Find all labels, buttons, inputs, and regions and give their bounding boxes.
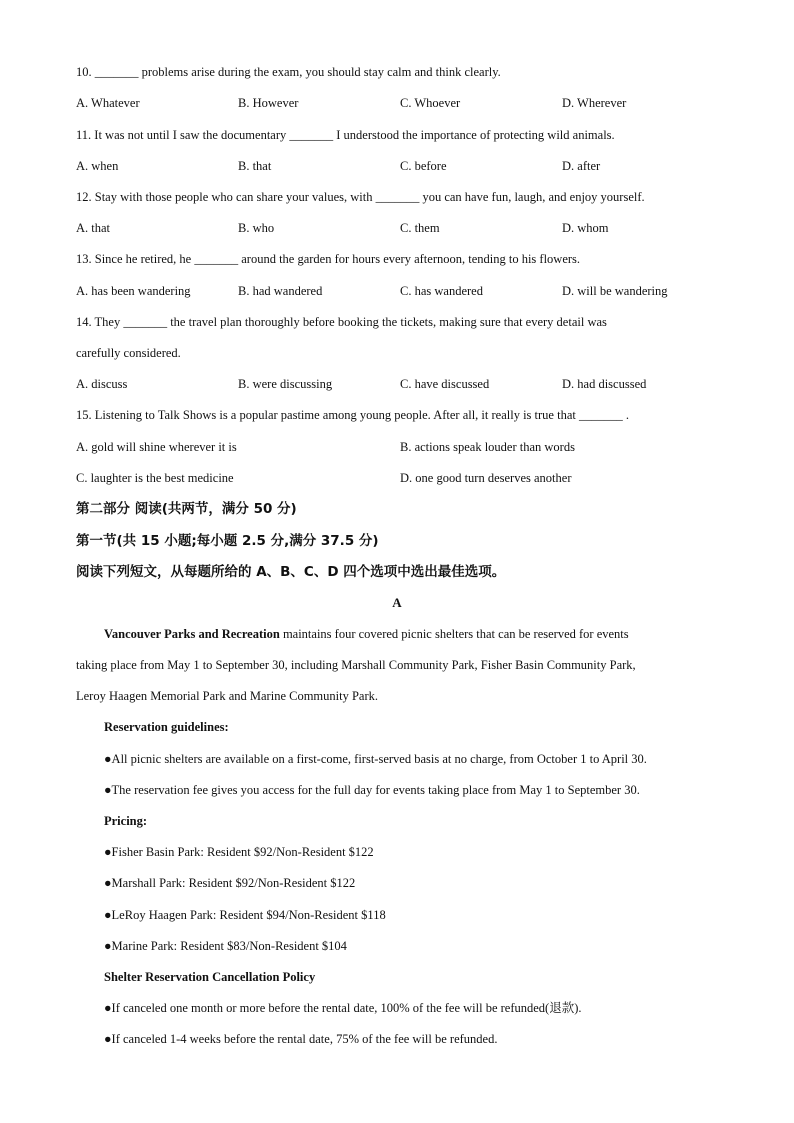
option-b: B. actions speak louder than words (400, 440, 575, 454)
pricing-item: ●Marine Park: Resident $83/Non-Resident $104 (104, 939, 347, 953)
pricing-item: ●LeRoy Haagen Park: Resident $94/Non-Resident $118 (104, 908, 386, 922)
reading-instruction: 阅读下列短文，从每题所给的 A、B、C、D 四个选项中选出最佳选项。 (76, 564, 506, 580)
option-a: A. discuss (76, 377, 128, 391)
intro-text: maintains four covered picnic shelters that can be reserved for events (279, 627, 629, 641)
option-d: D. will be wandering (562, 284, 668, 298)
option-c: C. Whoever (400, 96, 461, 110)
question-10-options (76, 95, 736, 111)
pricing-item: ●Marshall Park: Resident $92/Non-Resident $122 (104, 876, 356, 890)
guideline-item: ●All picnic shelters are available on a first-come, first-served basis at no charge, from October 1 to April 30. (104, 752, 647, 766)
question-13-stem: 13. Since he retired, he _______ around the garden for hours every afternoon, tending to his flowers. (76, 252, 581, 266)
part-title: 第二部分 阅读(共两节，满分 50 分) (76, 501, 297, 517)
option-b: B. were discussing (238, 377, 333, 391)
option-c: C. before (400, 159, 447, 173)
question-11-stem: 11. It was not until I saw the documentary _______ I understood the importance of protecting wild animals. (76, 128, 615, 142)
option-d: D. had discussed (562, 377, 647, 391)
question-14-options (76, 376, 736, 392)
sub-section-title: 第一节(共 15 小题;每小题 2.5 分,满分 37.5 分) (76, 533, 379, 549)
option-b: B. who (238, 221, 275, 235)
question-13-options (76, 283, 736, 299)
passage-intro-line-2: taking place from May 1 to September 30, including Marshall Community Park, Fisher Basin Community Park, (76, 658, 636, 672)
option-d: D. one good turn deserves another (400, 471, 572, 485)
question-15-stem: 15. Listening to Talk Shows is a popular pastime among young people. After all, it really is true that _______ . (76, 408, 629, 422)
question-14-stem-continued: carefully considered. (76, 346, 181, 360)
question-14-stem: 14. They _______ the travel plan thoroughly before booking the tickets, making sure that every detail was (76, 315, 607, 329)
passage-label: A (392, 595, 402, 610)
option-d: D. whom (562, 221, 609, 235)
question-12-stem: 12. Stay with those people who can share your values, with _______ you can have fun, laugh, and enjoy yourself. (76, 190, 645, 204)
option-a: A. has been wandering (76, 284, 191, 298)
option-a: A. gold will shine wherever it is (76, 440, 237, 454)
option-b: B. had wandered (238, 284, 323, 298)
cancellation-item: ●If canceled one month or more before the rental date, 100% of the fee will be refunded(退款). (104, 1001, 582, 1015)
organization-name: Vancouver Parks and Recreation (104, 627, 280, 641)
option-a: A. Whatever (76, 96, 140, 110)
question-11-options (76, 158, 736, 174)
question-15-options-row2 (76, 470, 736, 486)
option-c: C. them (400, 221, 440, 235)
question-12-options (76, 220, 736, 236)
cancellation-item: ●If canceled 1-4 weeks before the rental date, 75% of the fee will be refunded. (104, 1032, 498, 1046)
option-c: C. have discussed (400, 377, 490, 391)
option-c: C. has wandered (400, 284, 483, 298)
guidelines-heading: Reservation guidelines: (104, 720, 229, 734)
option-d: D. Wherever (562, 96, 627, 110)
pricing-item: ●Fisher Basin Park: Resident $92/Non-Resident $122 (104, 845, 374, 859)
option-a: A. when (76, 159, 119, 173)
pricing-heading: Pricing: (104, 814, 148, 828)
option-b: B. However (238, 96, 299, 110)
passage-intro-line-3: Leroy Haagen Memorial Park and Marine Community Park. (76, 689, 379, 703)
guideline-item: ●The reservation fee gives you access for the full day for events taking place from May 1 to September 30. (104, 783, 640, 797)
option-d: D. after (562, 159, 601, 173)
option-c: C. laughter is the best medicine (76, 471, 234, 485)
cancellation-heading: Shelter Reservation Cancellation Policy (104, 970, 316, 984)
question-15-options-row1 (76, 439, 736, 455)
option-a: A. that (76, 221, 111, 235)
passage-intro-line-1 (104, 626, 629, 642)
option-b: B. that (238, 159, 272, 173)
question-10-stem: 10. _______ problems arise during the exam, you should stay calm and think clearly. (76, 65, 501, 79)
